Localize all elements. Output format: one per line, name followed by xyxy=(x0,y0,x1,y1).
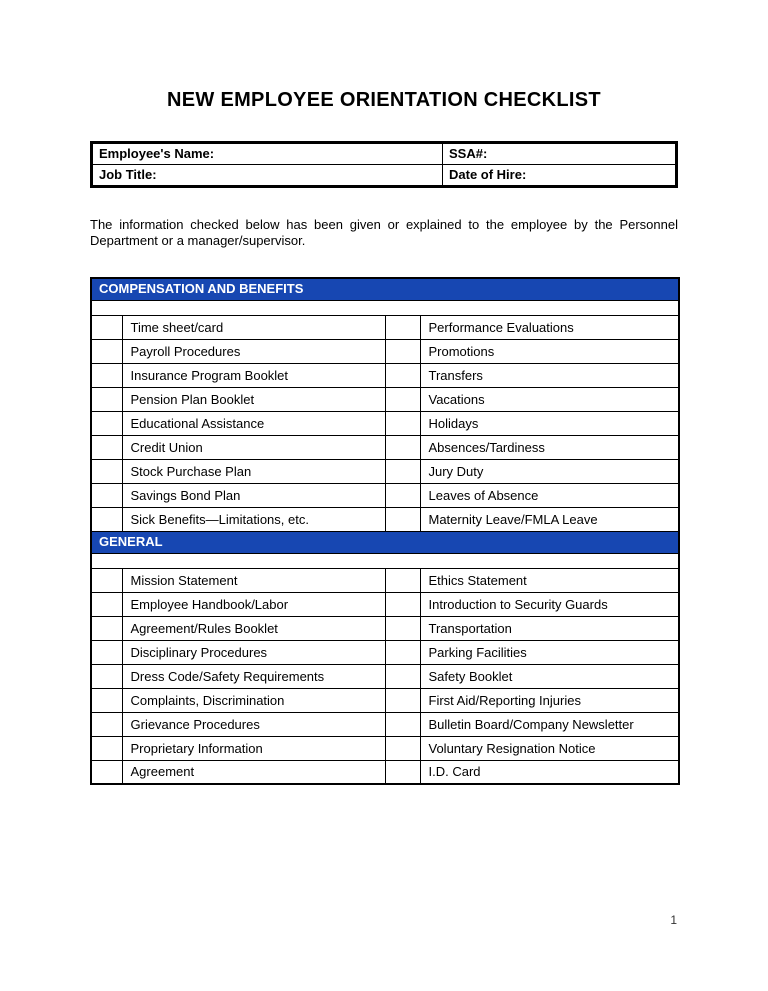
checkbox-cell-left[interactable] xyxy=(91,592,122,616)
section-header-row xyxy=(91,531,679,553)
checklist-item-label: Absences/Tardiness xyxy=(420,435,679,459)
checklist-item-label: Leaves of Absence xyxy=(420,483,679,507)
checkbox-cell-right[interactable] xyxy=(385,483,420,507)
checklist-row xyxy=(91,616,679,640)
checklist-row xyxy=(91,387,679,411)
checklist-item-label: Holidays xyxy=(420,411,679,435)
checklist-item-label: Time sheet/card xyxy=(122,315,385,339)
checklist-item-label: Pension Plan Booklet xyxy=(122,387,385,411)
checkbox-cell-left[interactable] xyxy=(91,339,122,363)
checklist-item-label: Voluntary Resignation Notice xyxy=(420,736,679,760)
page-content xyxy=(90,89,678,785)
job-title-label: Job Title: xyxy=(99,167,157,182)
employee-name-field[interactable] xyxy=(92,143,443,165)
checklist-item-label: Disciplinary Procedures xyxy=(122,640,385,664)
checklist-row xyxy=(91,712,679,736)
checklist-item-label: Promotions xyxy=(420,339,679,363)
checklist-row xyxy=(91,507,679,531)
checklist-item-label: Maternity Leave/FMLA Leave xyxy=(420,507,679,531)
checkbox-cell-right[interactable] xyxy=(385,459,420,483)
checkbox-cell-right[interactable] xyxy=(385,411,420,435)
checkbox-cell-right[interactable] xyxy=(385,760,420,784)
checklist-item-label: Agreement xyxy=(122,760,385,784)
checklist-item-label: Transfers xyxy=(420,363,679,387)
employee-info-table xyxy=(90,141,678,188)
checklist-row xyxy=(91,363,679,387)
checkbox-cell-right[interactable] xyxy=(385,736,420,760)
checklist-row xyxy=(91,592,679,616)
checkbox-cell-right[interactable] xyxy=(385,664,420,688)
checklist-row xyxy=(91,483,679,507)
checklist-item-label: Introduction to Security Guards xyxy=(420,592,679,616)
checklist-row xyxy=(91,459,679,483)
checklist-item-label: Stock Purchase Plan xyxy=(122,459,385,483)
checkbox-cell-left[interactable] xyxy=(91,760,122,784)
checklist-item-label: Payroll Procedures xyxy=(122,339,385,363)
checkbox-cell-left[interactable] xyxy=(91,315,122,339)
checklist-item-label: Safety Booklet xyxy=(420,664,679,688)
checkbox-cell-left[interactable] xyxy=(91,387,122,411)
checklist-item-label: Agreement/Rules Booklet xyxy=(122,616,385,640)
checklist-table xyxy=(90,277,680,785)
job-title-field[interactable] xyxy=(92,165,443,187)
checklist-row xyxy=(91,760,679,784)
section-header: COMPENSATION AND BENEFITS xyxy=(91,278,679,300)
checkbox-cell-left[interactable] xyxy=(91,507,122,531)
section-spacer-row xyxy=(91,300,679,315)
checklist-item-label: Sick Benefits—Limitations, etc. xyxy=(122,507,385,531)
checklist-item-label: Vacations xyxy=(420,387,679,411)
checklist-row xyxy=(91,688,679,712)
checkbox-cell-right[interactable] xyxy=(385,435,420,459)
date-of-hire-label: Date of Hire: xyxy=(449,167,527,182)
checklist-item-label: Bulletin Board/Company Newsletter xyxy=(420,712,679,736)
checklist-row xyxy=(91,640,679,664)
checklist-item-label: Insurance Program Booklet xyxy=(122,363,385,387)
employee-name-label: Employee's Name: xyxy=(99,146,215,161)
checkbox-cell-left[interactable] xyxy=(91,411,122,435)
checkbox-cell-left[interactable] xyxy=(91,664,122,688)
checkbox-cell-right[interactable] xyxy=(385,507,420,531)
section-header: GENERAL xyxy=(91,531,679,553)
checklist-item-label: Transportation xyxy=(420,616,679,640)
checklist-item-label: Dress Code/Safety Requirements xyxy=(122,664,385,688)
checklist-row xyxy=(91,435,679,459)
info-row xyxy=(92,143,677,165)
checklist-item-label: Parking Facilities xyxy=(420,640,679,664)
checklist-item-label: Educational Assistance xyxy=(122,411,385,435)
checklist-item-label: Jury Duty xyxy=(420,459,679,483)
page-title: NEW EMPLOYEE ORIENTATION CHECKLIST xyxy=(167,89,601,111)
checklist-item-label: Ethics Statement xyxy=(420,568,679,592)
info-row xyxy=(92,165,677,187)
checkbox-cell-left[interactable] xyxy=(91,616,122,640)
checkbox-cell-right[interactable] xyxy=(385,712,420,736)
checkbox-cell-left[interactable] xyxy=(91,459,122,483)
checklist-item-label: Performance Evaluations xyxy=(420,315,679,339)
checklist-row xyxy=(91,568,679,592)
checkbox-cell-right[interactable] xyxy=(385,688,420,712)
date-of-hire-field[interactable] xyxy=(443,165,677,187)
checkbox-cell-left[interactable] xyxy=(91,363,122,387)
checkbox-cell-right[interactable] xyxy=(385,339,420,363)
checklist-item-label: Savings Bond Plan xyxy=(122,483,385,507)
checkbox-cell-left[interactable] xyxy=(91,568,122,592)
checkbox-cell-left[interactable] xyxy=(91,736,122,760)
checkbox-cell-left[interactable] xyxy=(91,483,122,507)
section-spacer xyxy=(91,300,679,315)
checklist-row xyxy=(91,411,679,435)
section-spacer xyxy=(91,553,679,568)
checkbox-cell-left[interactable] xyxy=(91,712,122,736)
section-spacer-row xyxy=(91,553,679,568)
checkbox-cell-right[interactable] xyxy=(385,640,420,664)
checkbox-cell-left[interactable] xyxy=(91,640,122,664)
checklist-row xyxy=(91,736,679,760)
ssa-label: SSA#: xyxy=(449,146,488,161)
checklist-row xyxy=(91,315,679,339)
checklist-row xyxy=(91,664,679,688)
section-header-row xyxy=(91,278,679,300)
checklist-item-label: Proprietary Information xyxy=(122,736,385,760)
checklist-item-label: Mission Statement xyxy=(122,568,385,592)
checkbox-cell-right[interactable] xyxy=(385,315,420,339)
checklist-item-label: Employee Handbook/Labor xyxy=(122,592,385,616)
checkbox-cell-left[interactable] xyxy=(91,435,122,459)
page-number: 1 xyxy=(670,913,677,927)
checkbox-cell-right[interactable] xyxy=(385,616,420,640)
checklist-item-label: Credit Union xyxy=(122,435,385,459)
checkbox-cell-right[interactable] xyxy=(385,363,420,387)
checkbox-cell-left[interactable] xyxy=(91,688,122,712)
checklist-item-label: I.D. Card xyxy=(420,760,679,784)
checklist-item-label: Grievance Procedures xyxy=(122,712,385,736)
checklist-item-label: Complaints, Discrimination xyxy=(122,688,385,712)
checklist-body xyxy=(91,278,679,784)
checkbox-cell-right[interactable] xyxy=(385,387,420,411)
ssa-field[interactable] xyxy=(443,143,677,165)
intro-paragraph: The information checked below has been given or explained to the employee by the Personnel Department or a manager/supervisor. xyxy=(90,217,678,248)
checkbox-cell-right[interactable] xyxy=(385,592,420,616)
checklist-item-label: First Aid/Reporting Injuries xyxy=(420,688,679,712)
checklist-row xyxy=(91,339,679,363)
checkbox-cell-right[interactable] xyxy=(385,568,420,592)
